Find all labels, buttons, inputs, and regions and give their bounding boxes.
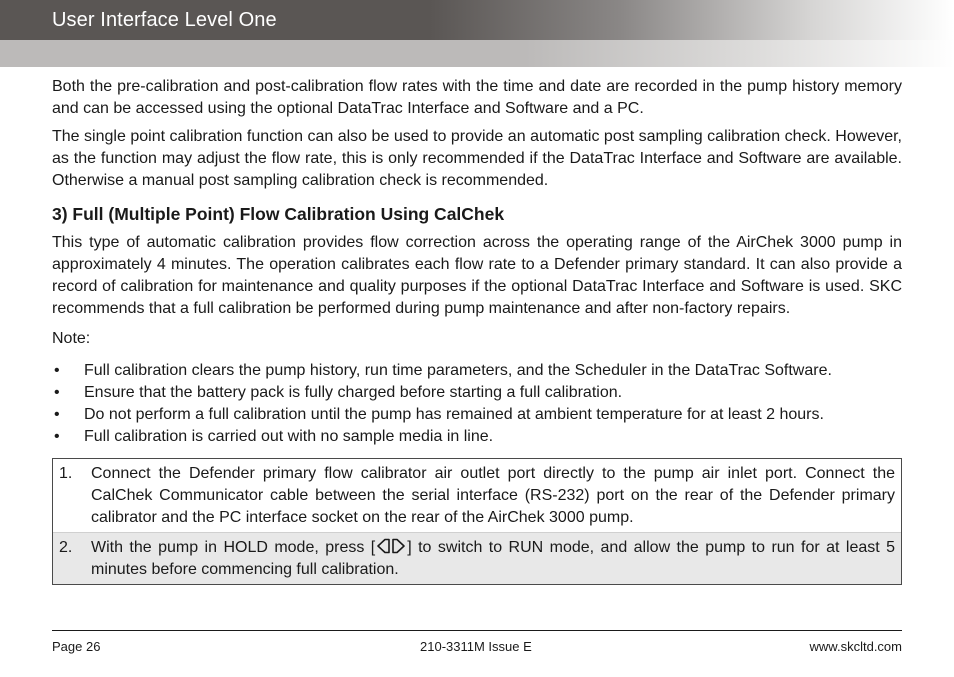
bullet-icon: • xyxy=(54,362,60,379)
footer-document-id: 210-3311M Issue E xyxy=(420,639,532,654)
footer-website: www.skcltd.com xyxy=(809,639,902,654)
footer-page-number: Page 26 xyxy=(52,639,101,654)
page-header xyxy=(0,0,954,40)
note-list xyxy=(52,360,902,448)
step-number: 2. xyxy=(59,539,73,556)
steps-table xyxy=(52,458,902,585)
bullet-icon: • xyxy=(54,428,60,445)
header-stripe xyxy=(0,40,954,67)
note-item: • Full calibration clears the pump history, run time parameters, and the Scheduler in the DataTrac Software. xyxy=(52,360,902,382)
main-content xyxy=(52,76,902,585)
paragraph-calibration-history: Both the pre-calibration and post-calibration flow rates with the time and date are recorded in the pump history memory and can be accessed using the optional DataTrac Interface and Software and a PC. xyxy=(52,78,902,117)
note-item: • Full calibration is carried out with no sample media in line. xyxy=(52,426,902,448)
section-intro: This type of automatic calibration provides flow correction across the operating range of the AirChek 3000 pump in approximately 4 minutes. The operation calibrates each flow rate to a Defender primary standard. It can also provide a record of calibration for maintenance and quality purposes if the optional DataTrac Interface and Software is used. SKC recommends that a full calibration be performed during pump maintenance and after non-factory repairs. xyxy=(52,234,902,317)
footer-divider xyxy=(52,630,902,631)
note-item: • Ensure that the battery pack is fully charged before starting a full calibration. xyxy=(52,382,902,404)
step-row xyxy=(53,459,901,532)
paragraph-single-point: The single point calibration function can also be used to provide an automatic post sampling calibration check. However, as the function may adjust the flow rate, this is only recommended if the DataTrac Interface and Software are available. Otherwise a manual post sampling calibration check is recommended. xyxy=(52,128,902,189)
left-right-arrow-keys-icon xyxy=(376,538,406,554)
bullet-icon: • xyxy=(54,406,60,423)
note-label: Note: xyxy=(52,330,91,347)
step-number: 1. xyxy=(59,465,73,482)
bullet-icon: • xyxy=(54,384,60,401)
page-title: User Interface Level One xyxy=(52,9,277,31)
step-text: With the pump in HOLD mode, press [ ] to switch to RUN mode, and allow the pump to run for at least 5 minutes before commencing full calibration. xyxy=(91,539,896,578)
section-heading: 3) Full (Multiple Point) Flow Calibration Using CalChek xyxy=(52,204,505,224)
note-item: • Do not perform a full calibration until the pump has remained at ambient temperature for at least 2 hours. xyxy=(52,404,902,426)
step-row xyxy=(53,532,901,584)
step-text: Connect the Defender primary flow calibrator air outlet port directly to the pump air inlet port. Connect the CalChek Communicator cable between the serial interface (RS-232) port on the rear of the Defender primary calibrator and the PC interface socket on the rear of the AirChek 3000 pump. xyxy=(91,465,895,526)
